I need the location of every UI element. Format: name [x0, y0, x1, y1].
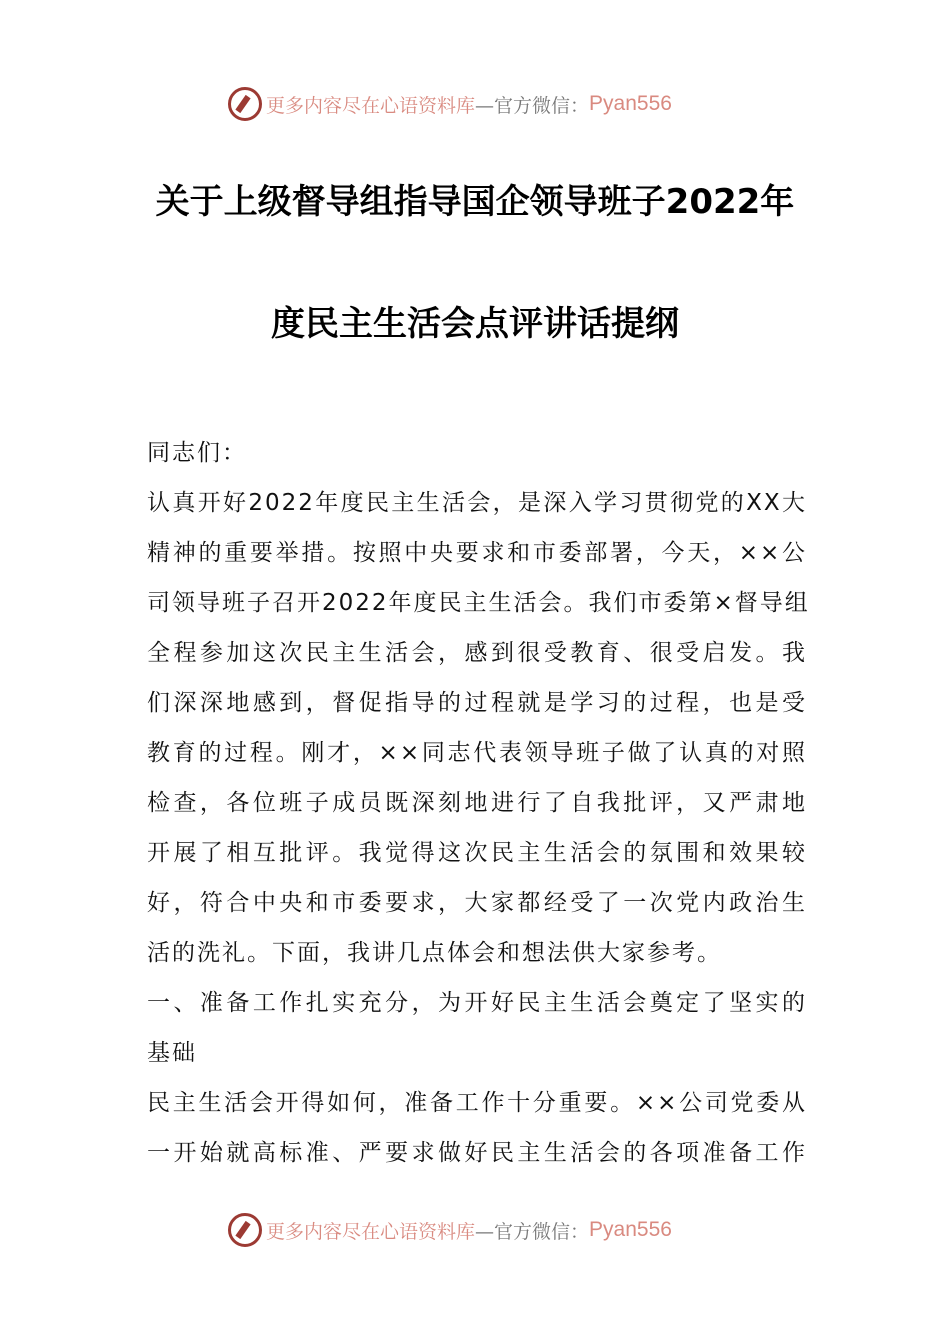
paragraph-line: 一、准备工作扎实充分，为开好民主生活会奠定了坚实的 — [147, 990, 807, 1016]
header-watermark — [228, 86, 672, 122]
paragraph-line: 教育的过程。刚才，××同志代表领导班子做了认真的对照 — [147, 740, 807, 766]
paragraph-line: 好，符合中央和市委要求，大家都经受了一次党内政治生 — [147, 890, 807, 916]
document-body — [147, 428, 810, 1178]
paragraph-line: 全程参加这次民主生活会，感到很受教育、很受启发。我 — [147, 640, 807, 666]
paragraph-line: 们深深地感到，督促指导的过程就是学习的过程，也是受 — [147, 690, 807, 716]
footer-watermark — [228, 1212, 672, 1248]
title-line-2: 度民主生活会点评讲话提纲 — [271, 304, 679, 344]
logo-icon — [228, 87, 262, 121]
paragraph-line: 认真开好2022年度民主生活会，是深入学习贯彻党的XX大 — [147, 490, 807, 516]
watermark-wechat-label: —官方微信： — [475, 1220, 590, 1243]
paragraph-line: 司领导班子召开2022年度民主生活会。我们市委第×督导组 — [147, 590, 810, 616]
paragraph-line: 同志们： — [147, 440, 247, 466]
paragraph-line: 基础 — [147, 1040, 197, 1066]
paragraph-line: 活的洗礼。下面，我讲几点体会和想法供大家参考。 — [147, 940, 722, 966]
watermark-text: 更多内容尽在心语资料库 — [266, 94, 476, 117]
logo-icon — [228, 1213, 262, 1247]
paragraph-line: 精神的重要举措。按照中央要求和市委部署，今天，××公 — [147, 540, 807, 566]
watermark-wechat-id: Pyan556 — [589, 92, 672, 115]
title-line-1: 关于上级督导组指导国企领导班子2022年 — [155, 182, 795, 222]
watermark-wechat-label: —官方微信： — [475, 94, 590, 117]
paragraph-line: 检查，各位班子成员既深刻地进行了自我批评，又严肃地 — [147, 790, 807, 816]
paragraph-line: 一开始就高标准、严要求做好民主生活会的各项准备工作 — [147, 1140, 807, 1166]
paragraph-line: 开展了相互批评。我觉得这次民主生活会的氛围和效果较 — [147, 840, 807, 866]
paragraph-line: 民主生活会开得如何，准备工作十分重要。××公司党委从 — [147, 1090, 807, 1116]
watermark-text: 更多内容尽在心语资料库 — [266, 1220, 476, 1243]
watermark-wechat-id: Pyan556 — [589, 1218, 672, 1241]
